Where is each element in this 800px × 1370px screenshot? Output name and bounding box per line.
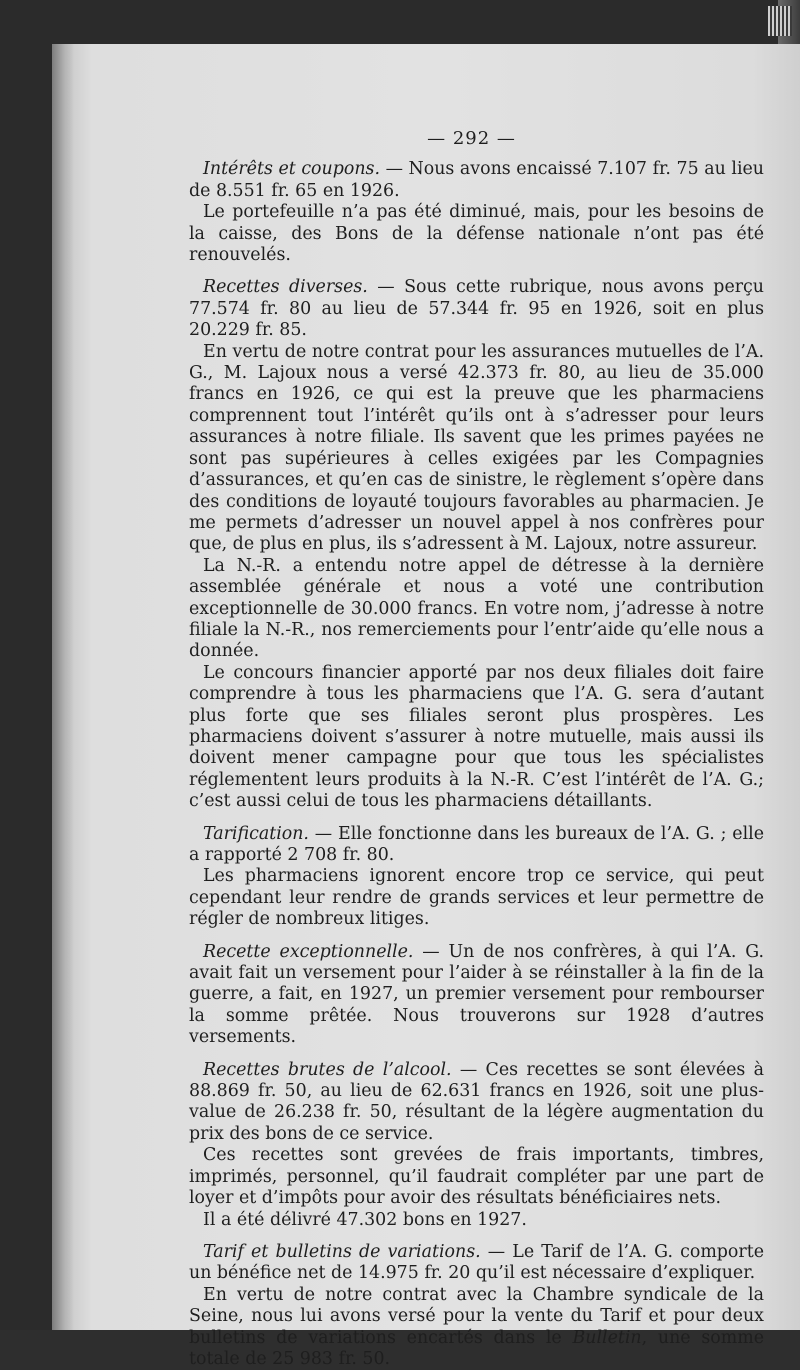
section-heading: Tarification.	[203, 823, 309, 844]
paragraph	[189, 1060, 764, 1146]
section-heading: Intérêts et coupons.	[203, 159, 380, 180]
paragraph: En vertu de notre contrat pour les assurances mutuelles de l’A. G., M. Lajoux nous a versé 42.373 fr. 80, au lieu de 35.000 francs en 1926, ce qui est la preuve que les pharmaciens comprennent tout l’intérêt qu’ils ont à s’adresser pour leurs assurances à notre filiale. Ils savent que les primes payées ne sont pas supérieures à celles exigées par les Compagnies d’assurances, et qu’en cas de sinistre, le règlement s’opère dans des conditions de loyauté toujours favorables au pharmacien. Je me permets d’adresser un nouvel appel à nos confrères pour que, de plus en plus, ils s’adressent à M. Lajoux, notre assureur.	[189, 341, 764, 555]
paragraph: Ces recettes sont grevées de frais importants, timbres, imprimés, personnel, qu’il faudrait compléter par une part de loyer et d’impôts pour avoir des résultats bénéficiaires nets.	[189, 1145, 764, 1209]
page-number: — 292 —	[427, 128, 516, 149]
section-heading: Recette exceptionnelle.	[203, 941, 414, 962]
paragraph	[189, 159, 764, 202]
paragraph-text: — Elle fonctionne dans les bureaux de l’A. G. ; elle a rapporté 2 708 fr. 80.	[189, 823, 764, 865]
paragraph-text: — Un de nos confrères, à qui l’A. G. avait fait un versement pour l’aider à se réinstaller à la fin de la guerre, a fait, en 1927, un premier versement pour rembourser la somme prêtée. Nous trouverons sur 1928 d’autres versements.	[189, 941, 764, 1048]
italic-term: Bulletin	[572, 1327, 642, 1348]
paragraph: Il a été délivré 47.302 bons en 1927.	[203, 1209, 527, 1230]
page-gutter-shadow	[52, 44, 74, 1330]
paragraph	[189, 277, 764, 341]
paragraph	[189, 1242, 764, 1285]
paragraph-text: — Ces recettes se sont élevées à 88.869 fr. 50, au lieu de 62.631 francs en 1926, soit une plus-value de 26.238 fr. 50, résultant de la légère augmentation du prix des bons de ce service.	[189, 1059, 764, 1144]
section-heading: Tarif et bulletins de variations.	[203, 1241, 481, 1262]
paragraph: Le portefeuille n’a pas été diminué, mais, pour les besoins de la caisse, des Bons de la défense nationale n’ont pas été renouvelés.	[189, 202, 764, 266]
paragraph: Le concours financier apporté par nos deux filiales doit faire comprendre à tous les pharmaciens que l’A. G. sera d’autant plus forte que ses filiales seront plus prospères. Les pharmaciens doivent s’assurer à notre mutuelle, mais aussi ils doivent mener campagne pour que tous les spécialistes réglementent leurs produits à la N.-R. C’est l’intérêt de l’A. G.; c’est aussi celui de tous les pharmaciens détaillants.	[189, 662, 764, 812]
paragraph-text: — Sous cette rubrique, nous avons perçu 77.574 fr. 80 au lieu de 57.344 fr. 95 en 1926, soit en plus 20.229 fr. 85.	[189, 277, 764, 341]
paragraph	[189, 1285, 764, 1370]
scan-corner-mark	[768, 6, 792, 36]
section-heading: Recettes brutes de l’alcool.	[203, 1059, 452, 1080]
paragraph: Les pharmaciens ignorent encore trop ce service, qui peut cependant leur rendre de grands services et leur permettre de régler de nombreux litiges.	[189, 866, 764, 930]
page-text-block	[189, 128, 764, 1370]
paragraph-text: En vertu de notre contrat avec la Chambre syndicale de la Seine, nous lui avons versé pour la vente du Tarif et pour deux bulletins de variations encartés dans le	[189, 1284, 764, 1348]
paragraph-text: , une somme totale de 25 983 fr. 50.	[189, 1327, 764, 1369]
paragraph	[189, 942, 764, 1049]
paragraph-text: — Le Tarif de l’A. G. comporte un bénéfice net de 14.975 fr. 20 qu’il est nécessaire d’expliquer.	[189, 1241, 765, 1284]
section-heading: Recettes diverses.	[203, 277, 368, 298]
paragraph-text: — Nous avons encaissé 7.107 fr. 75 au lieu de 8.551 fr. 65 en 1926.	[189, 159, 764, 201]
paragraph	[189, 824, 764, 867]
paragraph: La N.-R. a entendu notre appel de détresse à la dernière assemblée générale et nous a voté une contribution exceptionnelle de 30.000 francs. En votre nom, j’adresse à notre filiale la N.-R., nos remerciements pour l’entr’aide qu’elle nous a donnée.	[189, 555, 764, 662]
